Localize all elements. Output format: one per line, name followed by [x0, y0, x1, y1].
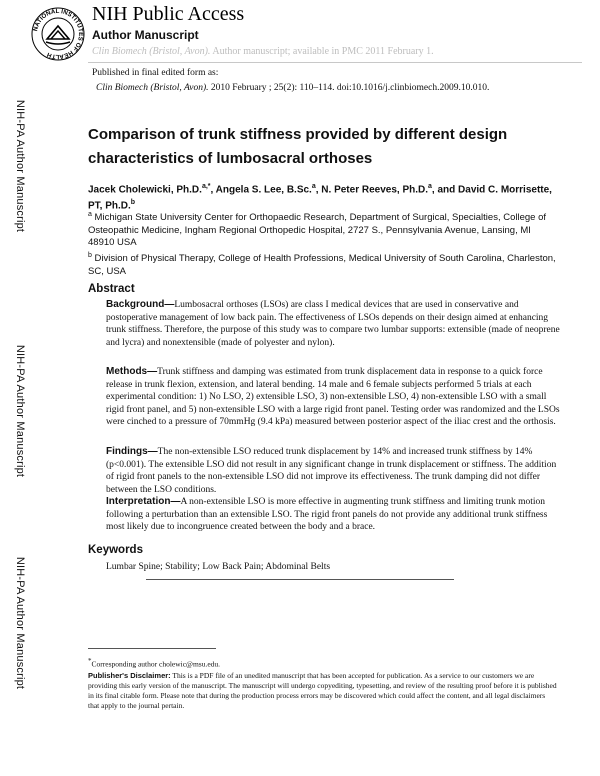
affiliation-b-sup: b — [88, 252, 92, 259]
paper-title: Comparison of trunk stiffness provided by different design characteristics of lumbosacral orthoses — [88, 126, 508, 167]
author-manuscript-label: Author Manuscript — [92, 28, 199, 42]
nih-public-access-title: NIH Public Access — [92, 3, 245, 25]
affiliation-a-text: Michigan State University Center for Orthopaedic Research, Department of Surgical, Specialties, College of Osteopathic Medicine, Ingham Regional Orthopedic Hospital, 2727 S., Pennsylvania Avenue, Lansing, MI 48910 USA — [88, 212, 547, 249]
keywords-heading: Keywords — [88, 544, 143, 556]
abstract-interpretation — [106, 496, 560, 534]
citation-details: 2010 February ; 25(2): 110–114. doi:10.1016/j.clinbiomech.2009.10.010. — [208, 83, 490, 93]
methods-text: Trunk stiffness and damping was estimated from trunk displacement data in response to a quick force release in trunk flexion, extension, and lateral bending. 14 male and 6 female subjects performed 5 trials at each experimental condition: 1) No LSO, 2) extensible LSO, 3) non-extensible LSO, 4) non-extensible LSO with a small rigid front panel, and 5) non-extensible LSO with a large rigid front panel. Testing order was randomized and the LSOs were cinched to a pressure of 70mmHg (9.4 kPa) measured between posterior aspect of the iliac crest and the orthosis. — [106, 367, 560, 427]
author-1: Jacek Cholewicki, Ph.D. — [88, 184, 202, 196]
side-label-bottom — [12, 535, 28, 711]
side-label-middle — [12, 323, 28, 499]
side-label-top — [12, 78, 28, 254]
interpretation-label: Interpretation— — [106, 496, 181, 507]
footnote-divider — [88, 648, 216, 649]
logo-ring-text: NATIONAL INSTITUTES OF HEALTH — [32, 7, 85, 61]
keywords-divider — [146, 579, 454, 580]
methods-label: Methods— — [106, 366, 158, 377]
author-1-sup: a,* — [201, 183, 211, 190]
disclaimer-text: This is a PDF file of an unedited manuscript that has been accepted for publication. As a service to our customers we are providing this early version of the manuscript. The manuscript will undergo copyediting, typesetting, and review of the resulting proof before it is published in its final citable form. Please note that during the production process errors may be discovered which could affect the content, and all legal disclaimers that apply to the journal pertain. — [88, 671, 557, 710]
abstract-heading: Abstract — [88, 283, 135, 295]
abstract-methods — [106, 366, 560, 429]
author-4-sup: b — [130, 199, 136, 207]
abstract-findings — [106, 446, 560, 496]
keywords-list: Lumbar Spine; Stability; Low Back Pain; Abdominal Belts — [106, 562, 331, 572]
corr-sup: * — [88, 657, 92, 665]
author-list — [88, 180, 568, 213]
journal-name: Clin Biomech (Bristol, Avon). — [92, 46, 211, 57]
author-2-sup: a — [311, 183, 316, 190]
corr-text: Corresponding author cholewic@msu.edu. — [91, 659, 221, 669]
header-divider — [88, 62, 582, 63]
findings-label: Findings— — [106, 446, 158, 457]
background-label: Background— — [106, 299, 175, 310]
affiliation-b-text: Division of Physical Therapy, College of Health Professions, Medical University of South Carolina, Charleston, SC, USA — [88, 253, 556, 277]
availability-text: Author manuscript; available in PMC 2011 February 1. — [210, 46, 434, 57]
author-3: , N. Peter Reeves, Ph.D. — [315, 184, 429, 196]
interpretation-text: A non-extensible LSO is more effective in augmenting trunk stiffness and limiting trunk motion following a perturbation than an extensible LSO. The rigid front panels do not provide any additional trunk stiffness most likely due to incongruence created between the body and a brace. — [106, 497, 548, 532]
findings-text: The non-extensible LSO reduced trunk displacement by 14% and increased trunk stiffness by 14% (p<0.001). The extensible LSO did not result in any significant change in trunk displacement or stiffness. The addition of rigid front panels to the non-extensible LSO did not improve its effectiveness. The trunk damping did not differ between the LSO conditions. — [106, 447, 557, 495]
affiliation-a — [88, 209, 558, 250]
side-label-text: NIH-PA Author Manuscript — [14, 556, 26, 690]
author-2: , Angela S. Lee, B.Sc. — [210, 184, 312, 196]
affiliation-a-sup: a — [88, 211, 92, 218]
author-3-sup: a — [428, 183, 432, 190]
citation-journal: Clin Biomech (Bristol, Avon). — [96, 83, 209, 93]
affiliation-b — [88, 250, 558, 278]
corresponding-author-note — [88, 657, 220, 669]
citation — [96, 83, 489, 93]
side-label-text: NIH-PA Author Manuscript — [14, 344, 26, 478]
journal-availability-line — [92, 46, 434, 57]
published-label: Published in final edited form as: — [92, 68, 219, 78]
side-label-text: NIH-PA Author Manuscript — [14, 99, 26, 233]
nih-logo-icon — [30, 6, 86, 62]
disclaimer-label: Publisher's Disclaimer: — [88, 671, 171, 680]
abstract-background — [106, 299, 560, 349]
publisher-disclaimer — [88, 671, 558, 711]
author-4: , and David C. Morrisette, PT, Ph.D. — [88, 184, 552, 212]
background-text: Lumbosacral orthoses (LSOs) are class I medical devices that are used in conservative and postoperative management of low back pain. The effectiveness of LSOs depends on their design aimed at enhancing trunk stiffness. Therefore, the purpose of this study was to compare two lumbar supports: extensible (made of neoprene and lycra) and nonextensible (made of polyester and nylon). — [106, 300, 560, 348]
